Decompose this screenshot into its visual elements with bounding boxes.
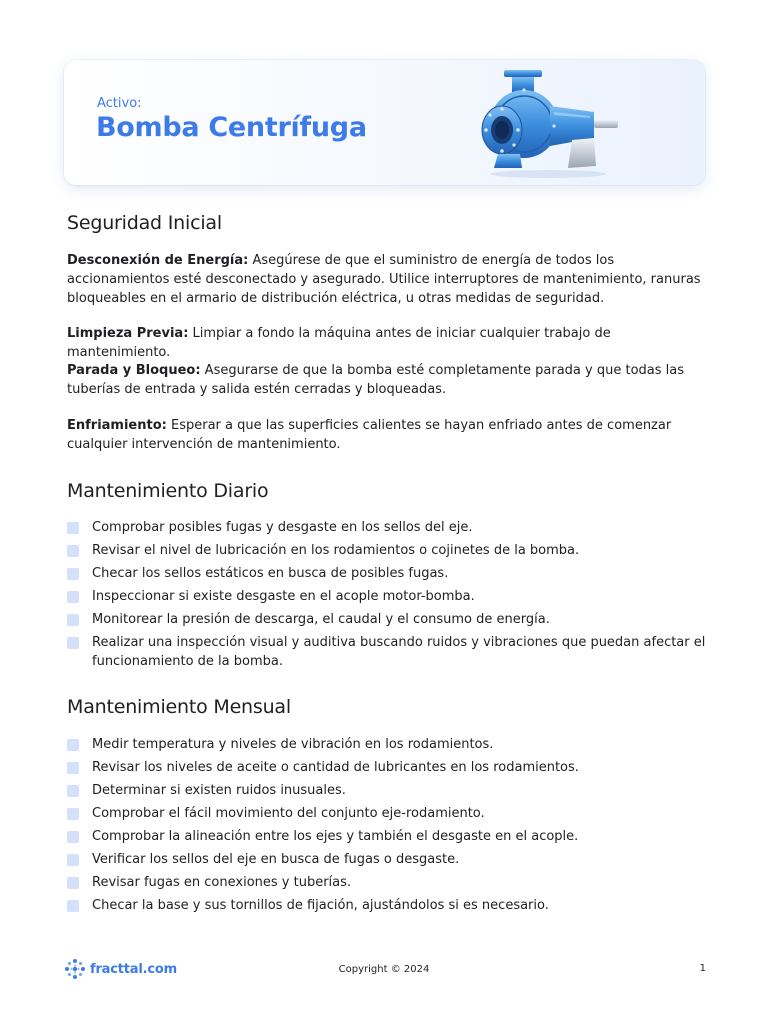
checklist-item-text: Checar la base y sus tornillos de fijación, ajustándolos si es necesario. — [92, 898, 549, 913]
checklist-item-text: Inspeccionar si existe desgaste en el acople motor-bomba. — [92, 589, 475, 604]
page-number: 1 — [699, 963, 706, 974]
checklist-item-text: Verificar los sellos del eje en busca de fugas o desgaste. — [92, 852, 460, 867]
checkbox-square-icon[interactable] — [67, 900, 79, 912]
section-title-daily: Mantenimiento Diario — [67, 480, 269, 502]
checkbox-square-icon[interactable] — [67, 568, 79, 580]
safety-item-text: Asegurarse de que la bomba esté completamente parada y que todas las tuberías de entrada y salida estén cerradas y bloqueadas. — [67, 363, 684, 397]
safety-item-text: Asegúrese de que el suministro de energía de todos los accionamientos esté desconectado y asegurado. Utilice interruptores de mantenimiento, ranuras bloqueables en el armario de distribución eléctrica, u otras medidas de seguridad. — [67, 253, 701, 306]
safety-item-text: Esperar a que las superficies calientes se hayan enfriado antes de comenzar cualquier intervención de mantenimiento. — [67, 418, 672, 452]
checkbox-square-icon[interactable] — [67, 762, 79, 774]
checklist-item-text: Medir temperatura y niveles de vibración en los rodamientos. — [92, 737, 494, 752]
checkbox-square-icon[interactable] — [67, 877, 79, 889]
safety-item-cooling — [67, 416, 707, 454]
safety-item-lead: Desconexión de Energía: — [67, 253, 249, 268]
centrifugal-pump-image — [476, 68, 626, 182]
checklist-item-text: Checar los sellos estáticos en busca de posibles fugas. — [92, 566, 449, 581]
checklist-item — [67, 873, 707, 892]
safety-item-energy-disconnect — [67, 251, 707, 308]
checkbox-square-icon[interactable] — [67, 614, 79, 626]
checklist-item — [67, 564, 707, 583]
checklist-item — [67, 518, 707, 537]
checklist-item — [67, 610, 707, 629]
daily-checklist — [67, 518, 707, 675]
safety-item-lead: Parada y Bloqueo: — [67, 363, 201, 378]
safety-item-text: Limpiar a fondo la máquina antes de iniciar cualquier trabajo de mantenimiento. — [67, 326, 611, 360]
checklist-item — [67, 827, 707, 846]
checkbox-square-icon[interactable] — [67, 739, 79, 751]
checklist-item-text: Comprobar el fácil movimiento del conjunto eje-rodamiento. — [92, 806, 485, 821]
copyright-text: Copyright © 2024 — [338, 964, 430, 975]
checklist-item-text: Realizar una inspección visual y auditiva buscando ruidos y vibraciones que puedan afectar el funcionamiento de la bomba. — [92, 635, 706, 669]
checklist-item — [67, 781, 707, 800]
checklist-item-text: Revisar fugas en conexiones y tuberías. — [92, 875, 352, 890]
checklist-item-text: Revisar los niveles de aceite o cantidad de lubricantes en los rodamientos. — [92, 760, 579, 775]
logo-text: fracttal.com — [90, 961, 177, 977]
monthly-checklist — [67, 735, 707, 919]
checklist-item-text: Revisar el nivel de lubricación en los rodamientos o cojinetes de la bomba. — [92, 543, 580, 558]
checklist-item — [67, 633, 707, 671]
checklist-item — [67, 587, 707, 606]
checkbox-square-icon[interactable] — [67, 637, 79, 649]
asset-label: Activo: — [97, 96, 142, 111]
checkbox-square-icon[interactable] — [67, 854, 79, 866]
checkbox-square-icon[interactable] — [67, 831, 79, 843]
asset-title: Bomba Centrífuga — [96, 112, 367, 143]
safety-item-stop-lock — [67, 361, 707, 399]
checklist-item — [67, 735, 707, 754]
checkbox-square-icon[interactable] — [67, 785, 79, 797]
checkbox-square-icon[interactable] — [67, 545, 79, 557]
section-title-safety: Seguridad Inicial — [67, 212, 222, 234]
checklist-item — [67, 850, 707, 869]
safety-item-lead: Enfriamiento: — [67, 418, 167, 433]
asset-header-card — [64, 60, 705, 185]
checklist-item-text: Monitorear la presión de descarga, el caudal y el consumo de energía. — [92, 612, 550, 627]
checklist-item — [67, 541, 707, 560]
checkbox-square-icon[interactable] — [67, 808, 79, 820]
checkbox-square-icon[interactable] — [67, 591, 79, 603]
checklist-item-text: Comprobar la alineación entre los ejes y también el desgaste en el acople. — [92, 829, 579, 844]
checklist-item — [67, 758, 707, 777]
safety-item-pre-cleaning — [67, 324, 707, 362]
checkbox-square-icon[interactable] — [67, 522, 79, 534]
safety-item-lead: Limpieza Previa: — [67, 326, 189, 341]
checklist-item — [67, 804, 707, 823]
section-title-monthly: Mantenimiento Mensual — [67, 696, 291, 718]
checklist-item-text: Determinar si existen ruidos inusuales. — [92, 783, 346, 798]
checklist-item — [67, 896, 707, 915]
checklist-item-text: Comprobar posibles fugas y desgaste en los sellos del eje. — [92, 520, 473, 535]
